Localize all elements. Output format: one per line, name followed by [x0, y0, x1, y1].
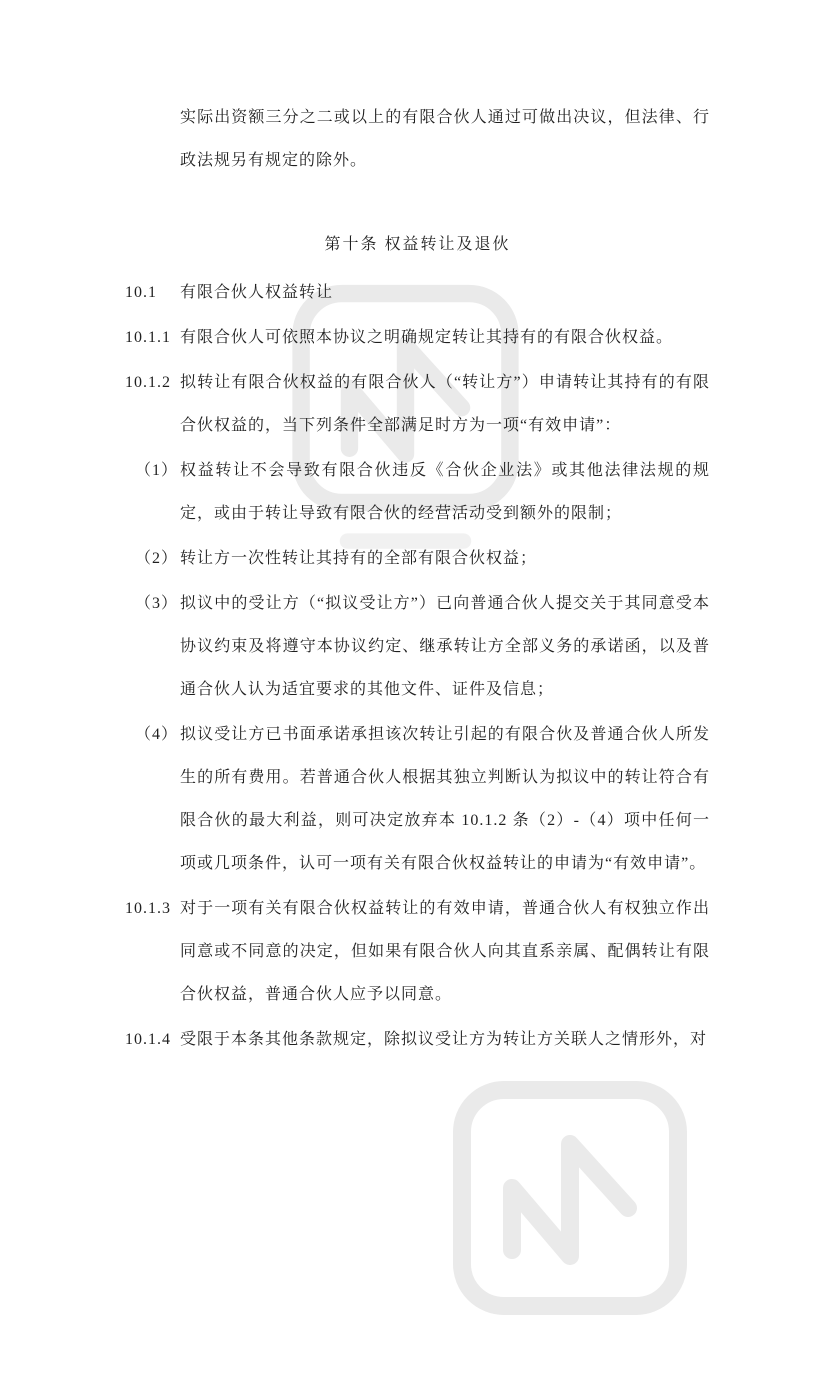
clause-10.1: [125, 271, 710, 314]
clause-text: 拟议受让方已书面承诺承担该次转让引起的有限合伙及普通合伙人所发生的所有费用。若普通合伙人根据其独立判断认为拟议中的转让符合有限合伙的最大利益，则可决定放弃本 10.1.2 条（2）-（4）项中任何一项或几项条件，认可一项有关有限合伙权益转让的申请为“有效申请”。: [180, 726, 710, 872]
item-number: （3）: [135, 595, 179, 612]
clause-number: 10.1.3: [125, 900, 171, 917]
clause-10.1.1: [125, 316, 710, 359]
clause-text: 权益转让不会导致有限合伙违反《合伙企业法》或其他法律法规的规定，或由于转让导致有限合伙的经营活动受到额外的限制；: [180, 462, 710, 522]
document-body: [125, 96, 710, 1061]
clause-text: 有限合伙人权益转让: [180, 284, 334, 301]
clause-text: 实际出资额三分之二或以上的有限合伙人通过可做出决议，但法律、行政法规另有规定的除外。: [180, 109, 710, 169]
condition-1: [125, 449, 710, 535]
watermark-logo-icon: [430, 1078, 710, 1378]
condition-2: [125, 537, 710, 580]
clause-10.1.2: [125, 361, 710, 447]
clause-number: 10.1.4: [125, 1031, 171, 1048]
clause-text: 有限合伙人可依照本协议之明确规定转让其持有的有限合伙权益。: [180, 329, 674, 346]
clause-text: 拟转让有限合伙权益的有限合伙人（“转让方”）申请转让其持有的有限合伙权益的，当下列条件全部满足时方为一项“有效申请”：: [180, 374, 710, 434]
section-heading: [125, 223, 710, 266]
item-number: （2）: [135, 550, 179, 567]
clause-10.1.3: [125, 887, 710, 1016]
clause-text: 转让方一次性转让其持有的全部有限合伙权益；: [180, 550, 538, 567]
clause-text: 拟议中的受让方（“拟议受让方”）已向普通合伙人提交关于其同意受本协议约束及将遵守本协议约定、继承转让方全部义务的承诺函，以及普通合伙人认为适宜要求的其他文件、证件及信息；: [180, 595, 710, 698]
continued-paragraph: [125, 96, 710, 182]
section-heading-text: 第十条 权益转让及退伙: [324, 236, 511, 253]
clause-number: 10.1.2: [125, 374, 171, 391]
clause-number: 10.1: [125, 284, 157, 301]
clause-text: 受限于本条其他条款规定，除拟议受让方为转让方关联人之情形外，对: [180, 1031, 708, 1048]
item-number: （1）: [135, 462, 179, 479]
condition-3: [125, 582, 710, 711]
condition-4: [125, 713, 710, 885]
clause-10.1.4: [125, 1018, 710, 1061]
clause-number: 10.1.1: [125, 329, 171, 346]
item-number: （4）: [135, 726, 179, 743]
clause-text: 对于一项有关有限合伙权益转让的有效申请，普通合伙人有权独立作出同意或不同意的决定，但如果有限合伙人向其直系亲属、配偶转让有限合伙权益，普通合伙人应予以同意。: [180, 900, 710, 1003]
